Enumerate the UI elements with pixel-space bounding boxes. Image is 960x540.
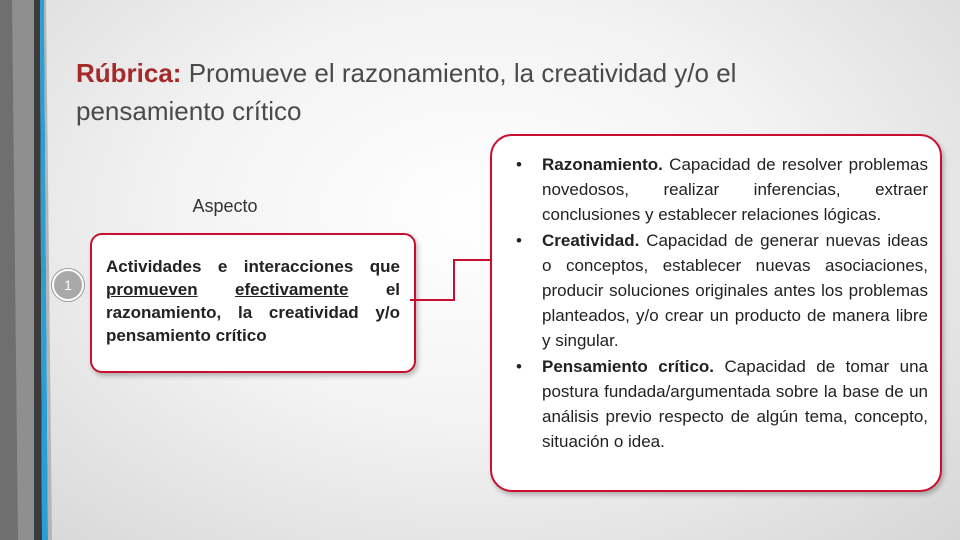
aspect-underlined-1: promueven	[106, 280, 198, 299]
criteria-list	[504, 152, 928, 454]
criteria-item-reasoning	[504, 152, 928, 228]
aspect-underlined-2: efectivamente	[235, 280, 349, 299]
criteria-item-creativity	[504, 228, 928, 354]
aspect-label: Aspecto	[192, 196, 258, 216]
criteria-item-critical-thinking	[504, 354, 928, 455]
slide-title	[76, 54, 876, 130]
criteria-box	[490, 134, 942, 492]
bullet-icon: •	[516, 155, 522, 174]
title-keyword: Rúbrica:	[76, 58, 182, 88]
number-badge: 1	[52, 269, 84, 301]
criteria-term: Creatividad.	[542, 230, 640, 250]
criteria-term: Razonamiento.	[542, 155, 663, 174]
criteria-description: Capacidad de generar nuevas ideas o conceptos, establecer nuevas asociaciones, producir soluciones originales antes los problemas planteados, y/o crear un producto de manera libre y singular.	[542, 230, 928, 351]
elbow-arrow-icon	[410, 250, 500, 310]
aspect-box	[90, 233, 416, 373]
criteria-term: Pensamiento crítico.	[542, 356, 715, 376]
criteria-description: Capacidad de tomar una postura fundada/argumentada sobre la base de un análisis previo respecto de algún tema, concepto, situación o idea.	[542, 356, 928, 452]
decorative-stripes	[0, 0, 60, 540]
aspect-text-start: Actividades e interacciones que	[106, 257, 400, 276]
bullet-icon: •	[516, 356, 522, 376]
bullet-icon: •	[516, 230, 522, 250]
title-text: Promueve el razonamiento, la creatividad y/o el pensamiento crítico	[76, 58, 737, 126]
aspect-text-end: el razonamiento, la creatividad y/o pensamiento crítico	[106, 280, 400, 345]
criteria-description: Capacidad de resolver problemas novedosos, realizar inferencias, extraer conclusiones y establecer relaciones lógicas.	[542, 155, 928, 225]
